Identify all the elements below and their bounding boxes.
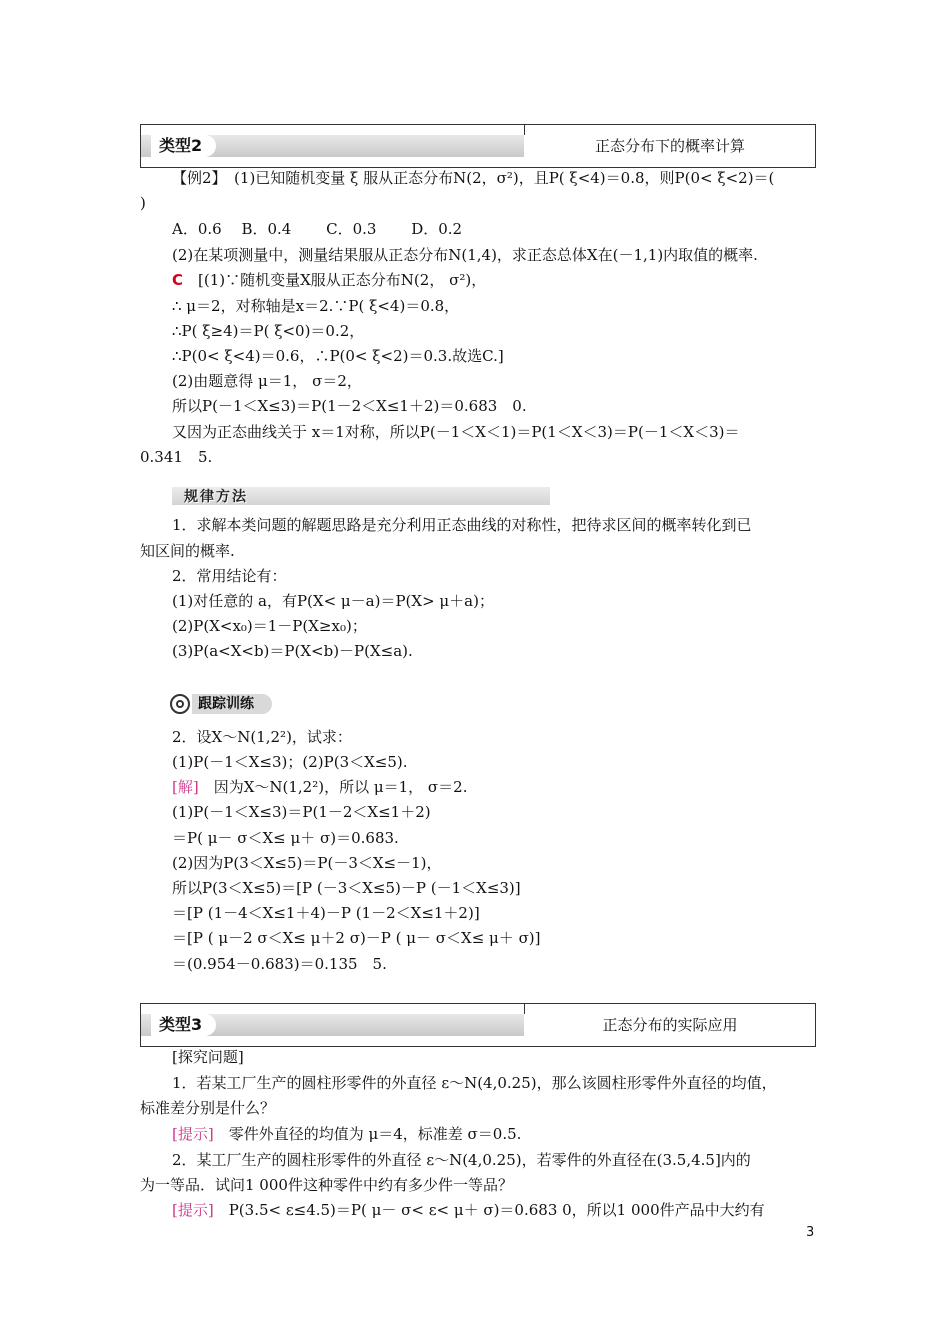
- training-line: ＝P( μ－ σ＜X≤ μ＋ σ)＝0.683.: [172, 829, 399, 847]
- training-line: ＝(0.954－0.683)＝0.135 5.: [172, 955, 387, 973]
- explore-line: [提示] 零件外直径的均值为 μ＝4，标准差 σ＝0.5.: [172, 1125, 522, 1143]
- method-line: (2)P(X<x₀)＝1－P(X≥x₀)；: [172, 617, 367, 635]
- hint-tag: [提示]: [172, 1201, 214, 1219]
- section-tag: 类型3: [151, 1014, 216, 1036]
- answer-letter: C: [172, 271, 184, 289]
- explore-line: 1．若某工厂生产的圆柱形零件的外直径 ε～N(4,0.25)，那么该圆柱形零件外直径的均值，: [172, 1074, 777, 1092]
- hint-tag: [提示]: [172, 1125, 214, 1143]
- training-line: ＝[P (1－4＜X≤1＋4)－P (1－2＜X≤1＋2)]: [172, 904, 480, 922]
- solution-line: 又因为正态曲线关于 x＝1对称，所以P(－1＜X＜1)＝P(1＜X＜3)＝P(－1＜X＜3)＝: [172, 423, 740, 441]
- explore-line: 为一等品．试问1 000件这种零件中约有多少件一等品？: [140, 1176, 513, 1194]
- solution-line: ∴P( ξ≥4)＝P( ξ<0)＝0.2，: [172, 322, 365, 340]
- training-line: [解] 因为X～N(1,2²)，所以 μ＝1， σ＝2.: [172, 778, 468, 796]
- method-line: 知区间的概率.: [140, 542, 235, 560]
- example-line: ): [140, 194, 146, 212]
- example-line: 【例2】 (1)已知随机变量 ξ 服从正态分布N(2，σ²)，且P( ξ<4)＝0.8，则P(0< ξ<2)＝(: [172, 169, 775, 187]
- solution-line: ∴ μ＝2，对称轴是x＝2.∵P( ξ<4)＝0.8，: [172, 297, 460, 315]
- method-line: (3)P(a<X<b)＝P(X<b)－P(X≤a).: [172, 642, 413, 660]
- example-line: (2)在某项测量中，测量结果服从正态分布N(1,4)，求正态总体X在(－1,1)内取值的概率.: [172, 246, 758, 264]
- training-line: (2)因为P(3＜X≤5)＝P(－3＜X≤－1)，: [172, 854, 442, 872]
- section-title: 正态分布的实际应用: [602, 1016, 738, 1034]
- method-label: 规律方法: [184, 489, 248, 505]
- training-line: ＝[P ( μ－2 σ＜X≤ μ＋2 σ)－P ( μ－ σ＜X≤ μ＋ σ)]: [172, 929, 541, 947]
- solution-line: 所以P(－1＜X≤3)＝P(1－2＜X≤1＋2)＝0.683 0.: [172, 397, 527, 415]
- explore-line: [提示] P(3.5< ε≤4.5)＝P( μ－ σ< ε< μ＋ σ)＝0.683 0，所以1 000件产品中大约有: [172, 1201, 765, 1219]
- explore-line: 2．某工厂生产的圆柱形零件的外直径 ε～N(4,0.25)，若零件的外直径在(3.5,4.5]内的: [172, 1151, 751, 1169]
- section-tag-bar: [141, 1014, 524, 1036]
- solution-line: 0.341 5.: [140, 448, 213, 466]
- section-tag-bar: [141, 135, 524, 157]
- explore-line: 标准差分别是什么？: [140, 1099, 276, 1117]
- section-tag: 类型2: [151, 135, 216, 157]
- section-header: [140, 1003, 816, 1047]
- method-line: 2．常用结论有：: [172, 567, 287, 585]
- page-number: 3: [806, 1225, 815, 1240]
- solution-line: (2)由题意得 μ＝1， σ＝2，: [172, 372, 362, 390]
- solution-line: ∴P(0< ξ<4)＝0.6，∴P(0< ξ<2)＝0.3.故选C.]: [172, 347, 504, 365]
- solution-line: C [(1)∵随机变量X服从正态分布N(2， σ²)，: [172, 271, 487, 289]
- training-label: 跟踪训练: [192, 694, 272, 714]
- method-line: 1．求解本类问题的解题思路是充分利用正态曲线的对称性，把待求区间的概率转化到已: [172, 516, 752, 534]
- method-line: (1)对任意的 a，有P(X< μ－a)＝P(X> μ＋a)；: [172, 592, 494, 610]
- target-icon: [170, 694, 190, 714]
- training-line: (1)P(－1＜X≤3)＝P(1－2＜X≤1＋2): [172, 803, 431, 821]
- training-line: 所以P(3＜X≤5)＝[P (－3＜X≤5)－P (－1＜X≤3)]: [172, 879, 521, 897]
- solution-tag: [解]: [172, 778, 199, 796]
- section-title: 正态分布下的概率计算: [594, 137, 745, 155]
- example-options: A．0.6 B．0.4 C．0.3 D．0.2: [172, 220, 463, 238]
- training-line: 2．设X～N(1,2²)，试求：: [172, 728, 352, 746]
- training-line: (1)P(－1＜X≤3)；(2)P(3＜X≤5).: [172, 753, 408, 771]
- explore-heading: [探究问题]: [172, 1048, 244, 1066]
- section-header: [140, 124, 816, 168]
- method-banner: [172, 487, 550, 505]
